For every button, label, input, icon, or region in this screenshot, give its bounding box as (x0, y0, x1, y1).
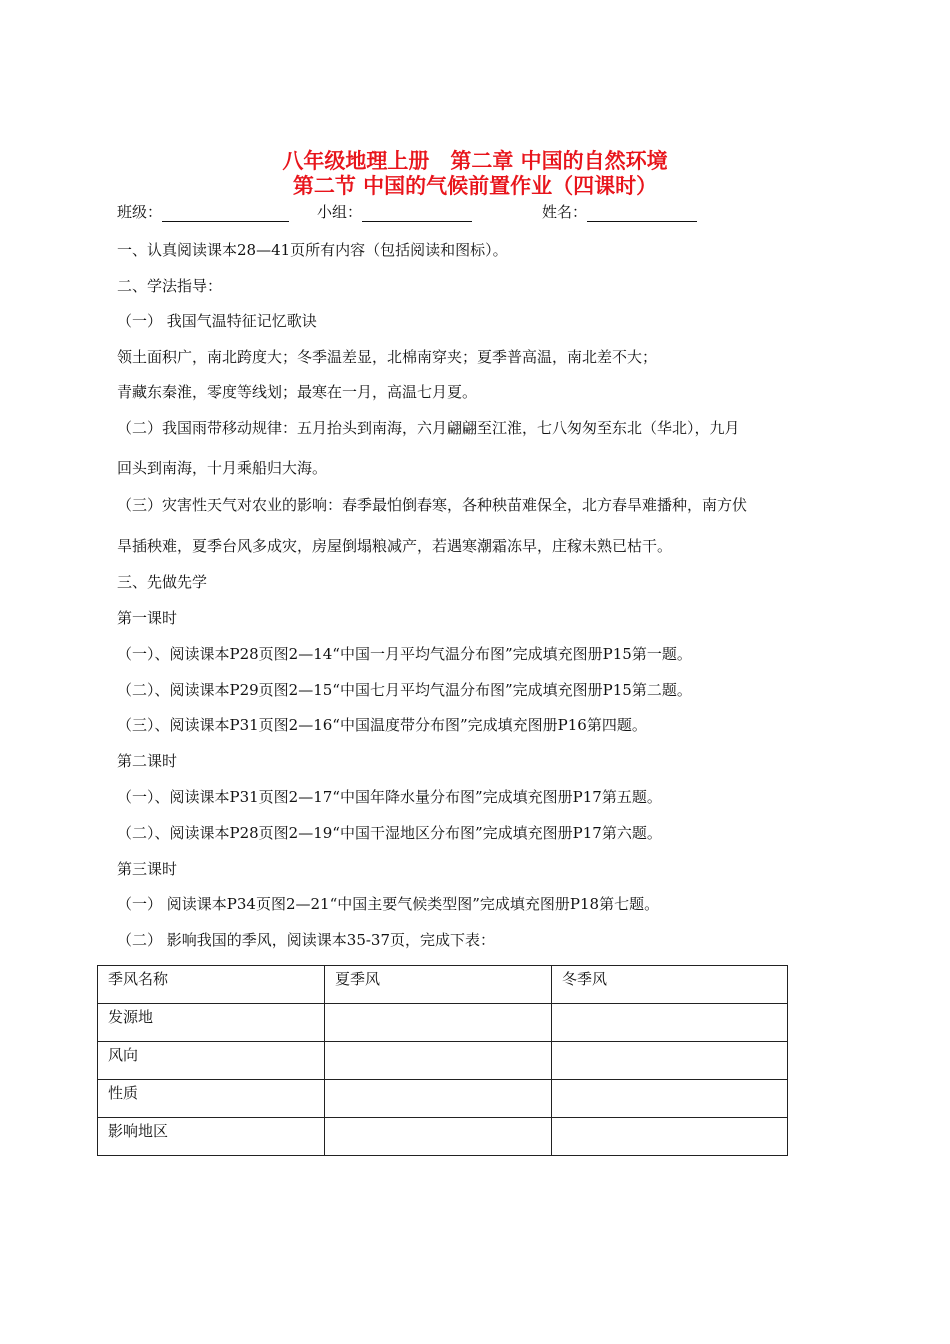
group-blank[interactable] (362, 205, 472, 222)
rainbelt-rule-line: （二）我国雨带移动规律：五月抬头到南海，六月翩翩至江淮，七八匆匆至东北（华北），九月 (117, 419, 740, 437)
row-label: 影响地区 (98, 1118, 325, 1156)
lesson-two-task: （二）、阅读课本P28页图2—19“中国干湿地区分布图”完成填充图册P17第六题。 (117, 824, 662, 842)
table-row (98, 1118, 788, 1156)
name-blank[interactable] (587, 205, 697, 222)
document-subtitle: 第二节 中国的气候前置作业（四课时） (292, 174, 658, 198)
table-row (98, 1042, 788, 1080)
header-cell: 夏季风 (325, 966, 552, 1004)
header-cell: 季风名称 (98, 966, 325, 1004)
class-field (117, 202, 289, 222)
answer-cell[interactable] (325, 1042, 552, 1080)
answer-cell[interactable] (325, 1004, 552, 1042)
lesson-one-task: （二）、阅读课本P29页图2—15“中国七月平均气温分布图”完成填充图册P15第二题。 (117, 681, 692, 699)
section-two-heading: 二、学法指导： (117, 277, 223, 295)
answer-cell[interactable] (325, 1080, 552, 1118)
class-label: 班级： (117, 203, 163, 221)
answer-cell[interactable] (552, 1004, 788, 1042)
temperature-rhyme-line: 青藏东秦淮，零度等线划；最寒在一月，高温七月夏。 (117, 383, 478, 401)
name-label: 姓名： (542, 203, 588, 221)
row-label: 发源地 (98, 1004, 325, 1042)
rainbelt-rule-line: 回头到南海，十月乘船归大海。 (117, 459, 328, 477)
lesson-one-task: （三）、阅读课本P31页图2—16“中国温度带分布图”完成填充图册P16第四题。 (117, 716, 647, 734)
document-title: 八年级地理上册 第二章 中国的自然环境 (282, 149, 668, 173)
lesson-one-task: （一）、阅读课本P28页图2—14“中国一月平均气温分布图”完成填充图册P15第一题。 (117, 645, 692, 663)
name-field (542, 202, 697, 222)
answer-cell[interactable] (552, 1080, 788, 1118)
disaster-weather-line: （三）灾害性天气对农业的影响：春季最怕倒春寒，各种秧苗难保全，北方春旱难播种，南方伏 (117, 496, 748, 514)
monsoon-table (97, 965, 788, 1156)
section-three-heading: 三、先做先学 (117, 573, 208, 591)
table-header-row (98, 966, 788, 1004)
group-label: 小组： (317, 203, 363, 221)
lesson-three-heading: 第三课时 (117, 860, 178, 878)
answer-cell[interactable] (552, 1042, 788, 1080)
answer-cell[interactable] (325, 1118, 552, 1156)
header-cell: 冬季风 (552, 966, 788, 1004)
row-label: 风向 (98, 1042, 325, 1080)
lesson-two-task: （一）、阅读课本P31页图2—17“中国年降水量分布图”完成填充图册P17第五题。 (117, 788, 662, 806)
lesson-one-heading: 第一课时 (117, 609, 178, 627)
answer-cell[interactable] (552, 1118, 788, 1156)
group-field (317, 202, 472, 222)
class-blank[interactable] (162, 205, 289, 222)
temperature-rhyme-heading: （一） 我国气温特征记忆歌诀 (117, 312, 317, 330)
table-row (98, 1080, 788, 1118)
table-row (98, 1004, 788, 1042)
lesson-three-task: （二） 影响我国的季风，阅读课本35-37页，完成下表： (117, 931, 496, 949)
temperature-rhyme-line: 领土面积广，南北跨度大；冬季温差显，北棉南穿夹；夏季普高温，南北差不大； (117, 348, 658, 366)
section-one: 一、认真阅读课本28—41页所有内容（包括阅读和图标）。 (117, 241, 508, 259)
lesson-two-heading: 第二课时 (117, 752, 178, 770)
lesson-three-task: （一） 阅读课本P34页图2—21“中国主要气候类型图”完成填充图册P18第七题。 (117, 895, 660, 913)
disaster-weather-line: 旱插秧难，夏季台风多成灾，房屋倒塌粮减产，若遇寒潮霜冻早，庄稼未熟已枯干。 (117, 537, 673, 555)
row-label: 性质 (98, 1080, 325, 1118)
